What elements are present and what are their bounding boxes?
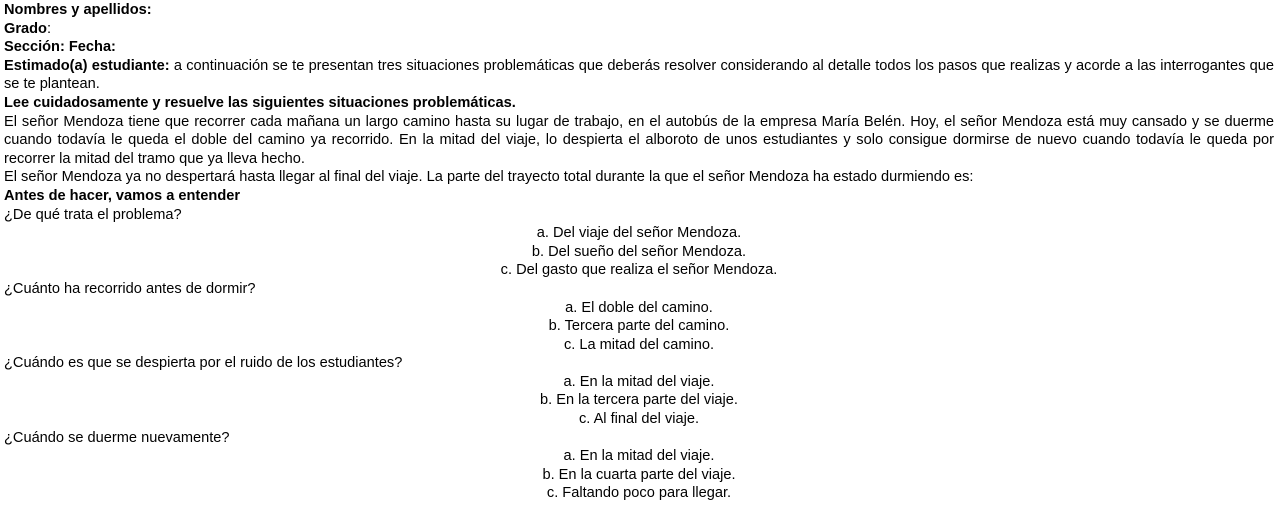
option-a: a. En la mitad del viaje.	[563, 373, 715, 390]
section-title: Antes de hacer, vamos a entender	[4, 187, 241, 204]
section-date-label: Sección: Fecha:	[4, 39, 116, 56]
question-block-3	[4, 354, 1274, 428]
option-c: c. La mitad del camino.	[563, 336, 715, 353]
question-block-4	[4, 429, 1274, 503]
option-a: a. Del viaje del señor Mendoza.	[536, 225, 742, 242]
problem-paragraph-1: El señor Mendoza tiene que recorrer cada mañana un largo camino hasta su lugar de trabajo, en el autobús de la empresa María Belén. Hoy, el señor Mendoza está muy cansado y se duerme cuando todavía le queda el doble del camino ya recorrido. En la mitad del viaje, lo despierta el alboroto de unos estudiantes y solo consigue dormirse de nuevo cuando todavía le queda por recorrer la mitad del tramo que ya lleva hecho.	[4, 113, 1274, 167]
problem-paragraph-2: El señor Mendoza ya no despertará hasta llegar al final del viaje. La parte del trayecto total durante la que el señor Mendoza ha estado durmiendo es:	[4, 169, 974, 186]
option-c: c. Faltando poco para llegar.	[546, 485, 732, 502]
intro-text: a continuación se te presentan tres situaciones problemáticas que deberás resolver considerando al detalle todos los pasos que realizas y acorde a las interrogantes que se te plantean.	[4, 57, 1274, 93]
grade-label: Grado	[4, 20, 47, 37]
grade-colon: :	[46, 20, 52, 37]
option-b: b. En la cuarta parte del viaje.	[542, 466, 736, 483]
option-c: c. Del gasto que realiza el señor Mendoza.	[500, 262, 778, 279]
option-b: b. En la tercera parte del viaje.	[540, 392, 738, 409]
instruction: Lee cuidadosamente y resuelve las siguientes situaciones problemáticas.	[4, 94, 516, 111]
intro-lead: Estimado(a) estudiante:	[4, 57, 170, 74]
option-a: a. En la mitad del viaje.	[563, 448, 715, 465]
option-c: c. Al final del viaje.	[578, 411, 700, 428]
option-b: b. Del sueño del señor Mendoza.	[531, 243, 747, 260]
option-b: b. Tercera parte del camino.	[548, 318, 730, 335]
option-a: a. El doble del camino.	[565, 299, 713, 316]
question-text: ¿Cuándo se duerme nuevamente?	[4, 429, 230, 446]
question-text: ¿Cuánto ha recorrido antes de dormir?	[4, 280, 256, 297]
question-block-1	[4, 206, 1274, 280]
question-text: ¿Cuándo es que se despierta por el ruido de los estudiantes?	[4, 355, 403, 372]
intro-paragraph	[4, 57, 1274, 94]
question-text: ¿De qué trata el problema?	[4, 206, 182, 223]
grade-line	[4, 20, 1274, 39]
name-label: Nombres y apellidos:	[4, 2, 152, 18]
question-block-2	[4, 280, 1274, 354]
